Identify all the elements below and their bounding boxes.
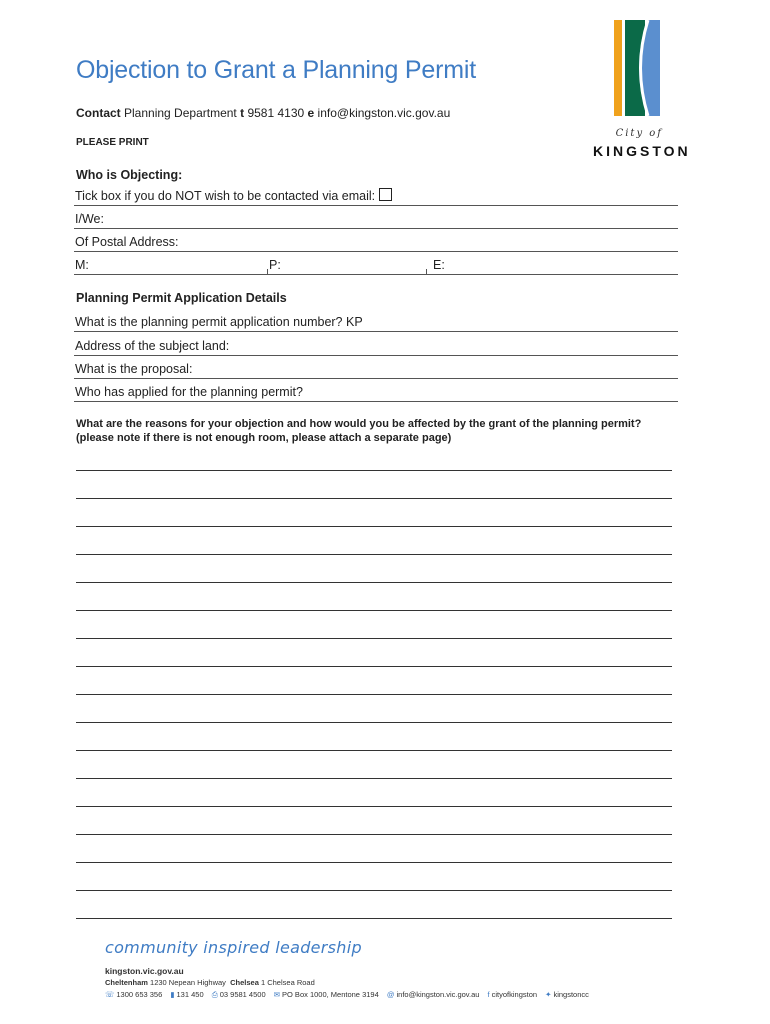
writing-line[interactable] — [76, 778, 672, 779]
name-field[interactable] — [74, 208, 678, 229]
writing-line[interactable] — [76, 554, 672, 555]
chelsea-label: Chelsea — [230, 978, 259, 987]
footer-tty: 131 450 — [176, 990, 204, 999]
email-label: e — [307, 106, 315, 120]
writing-line[interactable] — [76, 890, 672, 891]
writing-line[interactable] — [76, 666, 672, 667]
phone-icon: ☏ — [105, 990, 115, 999]
application-number-field[interactable] — [74, 311, 678, 332]
fax-icon: ⎙ — [211, 990, 218, 999]
footer-twitter[interactable]: kingstoncc — [553, 990, 589, 999]
writing-line[interactable] — [76, 862, 672, 863]
footer-website[interactable]: kingston.vic.gov.au — [105, 966, 184, 976]
page-title: Objection to Grant a Planning Permit — [76, 56, 476, 84]
proposal-field[interactable] — [74, 358, 678, 379]
contact-phone: 9581 4130 — [247, 106, 305, 120]
email-optout-row — [74, 185, 678, 206]
mobile-label: M: — [75, 258, 89, 272]
objector-heading: Who is Objecting: — [76, 168, 183, 182]
footer-phone: 1300 653 356 — [116, 990, 163, 999]
contact-label: Contact — [76, 106, 121, 120]
phone-label: t — [240, 106, 245, 120]
mobile-divider — [267, 269, 268, 274]
applicant-label: Who has applied for the planning permit? — [75, 385, 303, 399]
postal-label: Of Postal Address: — [75, 235, 179, 249]
contact-email[interactable]: info@kingston.vic.gov.au — [317, 106, 451, 120]
logo-orange-bar — [614, 20, 622, 116]
logo-name: KINGSTON — [593, 143, 691, 159]
writing-line[interactable] — [76, 918, 672, 919]
footer-po-box: PO Box 1000, Mentone 3194 — [282, 990, 379, 999]
footer-tagline: community inspired leadership — [105, 938, 362, 957]
writing-line[interactable] — [76, 582, 672, 583]
writing-line[interactable] — [76, 722, 672, 723]
print-note: PLEASE PRINT — [76, 137, 149, 148]
phone-field-label: P: — [269, 258, 281, 272]
email-field-label: E: — [433, 258, 445, 272]
writing-line[interactable] — [76, 750, 672, 751]
phone-divider — [426, 269, 427, 274]
postal-address-field[interactable] — [74, 231, 678, 252]
applicant-field[interactable] — [74, 381, 678, 402]
reasons-question — [76, 417, 641, 445]
contact-line — [76, 106, 450, 120]
email-icon: @ — [386, 990, 395, 999]
tty-icon: ▮ — [170, 990, 175, 999]
writing-line[interactable] — [76, 470, 672, 471]
contact-numbers-row — [74, 254, 678, 275]
footer-facebook[interactable]: cityofkingston — [491, 990, 538, 999]
writing-line[interactable] — [76, 526, 672, 527]
writing-line[interactable] — [76, 498, 672, 499]
facebook-icon: f — [487, 990, 490, 999]
logo-city-of: City of — [615, 128, 663, 139]
writing-line[interactable] — [76, 806, 672, 807]
reasons-question-text: What are the reasons for your objection and how would you be affected by the grant of the planning permit? — [76, 418, 642, 430]
writing-line[interactable] — [76, 834, 672, 835]
footer-contacts — [105, 990, 589, 1000]
twitter-icon: ✦ — [545, 990, 552, 999]
chelsea-address: 1 Chelsea Road — [260, 978, 315, 987]
mail-icon: ✉ — [273, 990, 281, 999]
footer-addresses — [105, 978, 315, 987]
contact-department: Planning Department — [124, 106, 237, 120]
email-optout-label: Tick box if you do NOT wish to be contacted via email: — [75, 189, 376, 203]
writing-line[interactable] — [76, 610, 672, 611]
name-label: I/We: — [75, 212, 104, 226]
footer-fax: 03 9581 4500 — [219, 990, 266, 999]
writing-line[interactable] — [76, 694, 672, 695]
proposal-label: What is the proposal: — [75, 362, 193, 376]
application-number-label: What is the planning permit application number? KP — [75, 315, 363, 329]
application-heading: Planning Permit Application Details — [76, 291, 287, 305]
land-address-label: Address of the subject land: — [75, 339, 230, 353]
writing-line[interactable] — [76, 638, 672, 639]
land-address-field[interactable] — [74, 335, 678, 356]
cheltenham-label: Cheltenham — [105, 978, 148, 987]
reasons-note: (please note if there is not enough room, please attach a separate page) — [76, 432, 452, 444]
footer-email[interactable]: info@kingston.vic.gov.au — [396, 990, 480, 999]
cheltenham-address: 1230 Nepean Highway — [150, 978, 226, 987]
email-optout-checkbox[interactable] — [379, 188, 392, 201]
